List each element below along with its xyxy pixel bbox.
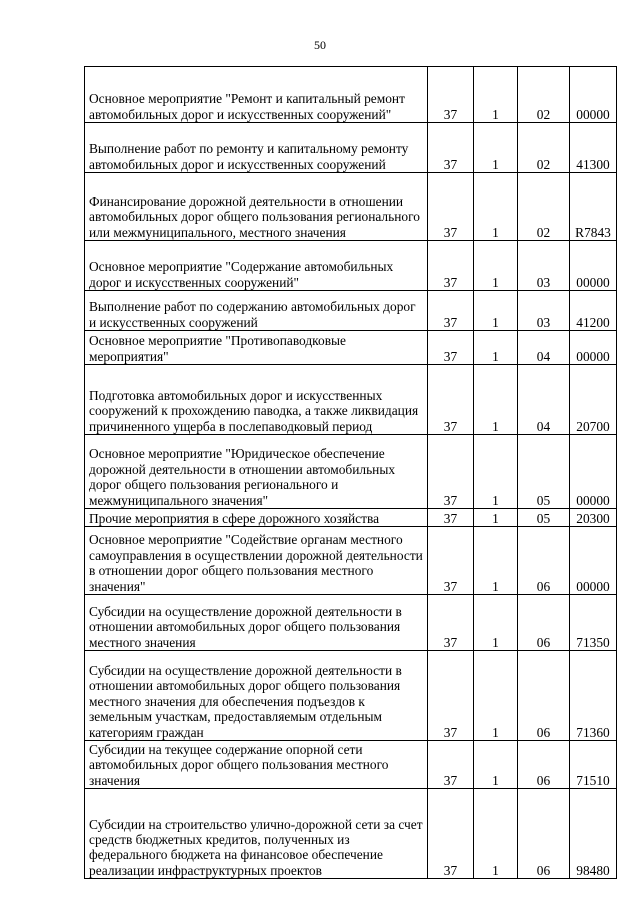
budget-classification-table — [84, 66, 617, 879]
row-name-cell: Основное мероприятие "Противопаводковые мероприятия" — [85, 331, 428, 365]
code-cell-1: 37 — [428, 435, 474, 509]
code-cell-4: 00000 — [570, 527, 617, 595]
code-cell-2: 1 — [474, 291, 518, 331]
code-cell-2: 1 — [474, 789, 518, 879]
code-cell-3: 03 — [518, 241, 570, 291]
row-name-cell: Основное мероприятие "Содержание автомобильных дорог и искусственных сооружений" — [85, 241, 428, 291]
page-number: 50 — [314, 38, 326, 52]
code-cell-2: 1 — [474, 67, 518, 123]
table-row — [85, 789, 617, 879]
code-cell-4: 41200 — [570, 291, 617, 331]
code-cell-3: 06 — [518, 741, 570, 789]
code-cell-1: 37 — [428, 509, 474, 527]
row-name-cell: Финансирование дорожной деятельности в отношении автомобильных дорог общего пользования регионального или межмуниципального, местного значения — [85, 173, 428, 241]
code-cell-2: 1 — [474, 595, 518, 651]
code-cell-4: 98480 — [570, 789, 617, 879]
code-cell-1: 37 — [428, 67, 474, 123]
code-cell-1: 37 — [428, 173, 474, 241]
row-name-cell: Основное мероприятие "Юридическое обеспечение дорожной деятельности в отношении автомобильных дорог общего пользования регионального и межмуниципального значения" — [85, 435, 428, 509]
table-row — [85, 741, 617, 789]
code-cell-4: 00000 — [570, 67, 617, 123]
code-cell-1: 37 — [428, 365, 474, 435]
code-cell-1: 37 — [428, 595, 474, 651]
code-cell-4: 00000 — [570, 241, 617, 291]
code-cell-1: 37 — [428, 331, 474, 365]
code-cell-2: 1 — [474, 241, 518, 291]
code-cell-4: 00000 — [570, 435, 617, 509]
code-cell-3: 06 — [518, 651, 570, 741]
table-row — [85, 331, 617, 365]
code-cell-2: 1 — [474, 741, 518, 789]
code-cell-1: 37 — [428, 291, 474, 331]
row-name-cell: Основное мероприятие "Содействие органам местного самоуправления в осуществлении дорожной деятельности в отношении дорог общего пользования местного значения" — [85, 527, 428, 595]
code-cell-4: R7843 — [570, 173, 617, 241]
code-cell-3: 02 — [518, 123, 570, 173]
code-cell-3: 06 — [518, 595, 570, 651]
table-row — [85, 435, 617, 509]
table-body — [85, 67, 617, 879]
code-cell-2: 1 — [474, 509, 518, 527]
table-row — [85, 123, 617, 173]
code-cell-4: 20300 — [570, 509, 617, 527]
code-cell-2: 1 — [474, 651, 518, 741]
code-cell-3: 02 — [518, 173, 570, 241]
row-name-cell: Выполнение работ по содержанию автомобильных дорог и искусственных сооружений — [85, 291, 428, 331]
row-name-cell: Основное мероприятие "Ремонт и капитальный ремонт автомобильных дорог и искусственных сооружений" — [85, 67, 428, 123]
code-cell-2: 1 — [474, 123, 518, 173]
table-row — [85, 241, 617, 291]
code-cell-3: 04 — [518, 331, 570, 365]
code-cell-1: 37 — [428, 789, 474, 879]
code-cell-4: 41300 — [570, 123, 617, 173]
row-name-cell: Субсидии на осуществление дорожной деятельности в отношении автомобильных дорог общего пользования местного значения — [85, 595, 428, 651]
row-name-cell: Субсидии на текущее содержание опорной сети автомобильных дорог общего пользования местного значения — [85, 741, 428, 789]
code-cell-3: 05 — [518, 509, 570, 527]
table-row — [85, 509, 617, 527]
code-cell-1: 37 — [428, 123, 474, 173]
code-cell-2: 1 — [474, 435, 518, 509]
row-name-cell: Прочие мероприятия в сфере дорожного хозяйства — [85, 509, 428, 527]
code-cell-1: 37 — [428, 651, 474, 741]
code-cell-4: 71360 — [570, 651, 617, 741]
table-row — [85, 595, 617, 651]
code-cell-4: 20700 — [570, 365, 617, 435]
table-row — [85, 291, 617, 331]
code-cell-2: 1 — [474, 365, 518, 435]
code-cell-2: 1 — [474, 527, 518, 595]
code-cell-4: 00000 — [570, 331, 617, 365]
code-cell-4: 71510 — [570, 741, 617, 789]
row-name-cell: Субсидии на осуществление дорожной деятельности в отношении автомобильных дорог общего пользования местного значения для обеспечения подъездов к земельным участкам, предоставляемым отдельным категориям граждан — [85, 651, 428, 741]
table-row — [85, 365, 617, 435]
code-cell-3: 06 — [518, 789, 570, 879]
code-cell-4: 71350 — [570, 595, 617, 651]
table-row — [85, 173, 617, 241]
row-name-cell: Выполнение работ по ремонту и капитальному ремонту автомобильных дорог и искусственных сооружений — [85, 123, 428, 173]
code-cell-2: 1 — [474, 331, 518, 365]
code-cell-3: 03 — [518, 291, 570, 331]
table-row — [85, 67, 617, 123]
table-row — [85, 527, 617, 595]
code-cell-2: 1 — [474, 173, 518, 241]
row-name-cell: Подготовка автомобильных дорог и искусственных сооружений к прохождению паводка, а также ликвидация причиненного ущерба в послепаводковый период — [85, 365, 428, 435]
code-cell-1: 37 — [428, 527, 474, 595]
code-cell-3: 02 — [518, 67, 570, 123]
table-row — [85, 651, 617, 741]
code-cell-3: 06 — [518, 527, 570, 595]
code-cell-1: 37 — [428, 241, 474, 291]
row-name-cell: Субсидии на строительство улично-дорожной сети за счет средств бюджетных кредитов, полученных из федерального бюджета на финансовое обеспечение реализации инфраструктурных проектов — [85, 789, 428, 879]
code-cell-3: 05 — [518, 435, 570, 509]
code-cell-3: 04 — [518, 365, 570, 435]
code-cell-1: 37 — [428, 741, 474, 789]
